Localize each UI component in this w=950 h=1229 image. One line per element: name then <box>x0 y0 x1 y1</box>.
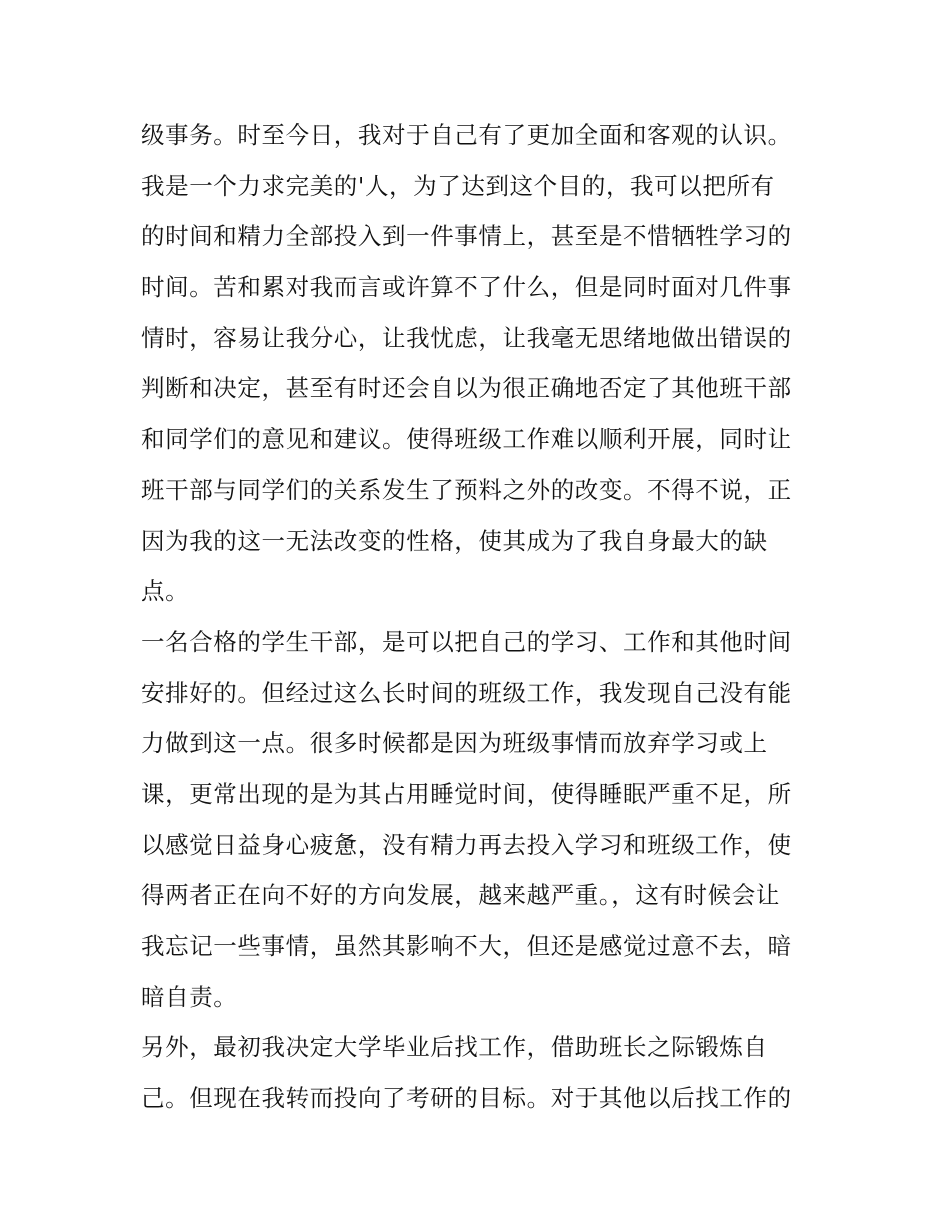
text-line: 课，更常出现的是为其占用睡觉时间，使得睡眠严重不足，所 <box>141 779 792 808</box>
text-line: 我是一个力求完美的'人，为了达到这个目的，我可以把所有 <box>141 171 775 200</box>
text-line: 的时间和精力全部投入到一件事情上，甚至是不惜牺牲学习的 <box>141 222 792 251</box>
text-line: 点。 <box>141 577 190 606</box>
text-line: 情时，容易让我分心，让我忧虑，让我毫无思绪地做出错误的 <box>141 323 792 352</box>
text-line: 一名合格的学生干部，是可以把自己的学习、工作和其他时间 <box>141 627 792 656</box>
text-line: 得两者正在向不好的方向发展，越来越严重。，这有时候会让 <box>141 881 780 910</box>
text-line: 己。但现在我转而投向了考研的目标。对于其他以后找工作的 <box>141 1084 792 1113</box>
text-line: 因为我的这一无法改变的性格，使其成为了我自身最大的缺 <box>141 526 768 555</box>
text-line: 以感觉日益身心疲惫，没有精力再去投入学习和班级工作，使 <box>141 830 792 859</box>
text-line: 和同学们的意见和建议。使得班级工作难以顺利开展，同时让 <box>141 425 792 454</box>
text-line: 时间。苦和累对我而言或许算不了什么，但是同时面对几件事 <box>141 273 792 302</box>
document-body <box>141 110 821 1124</box>
text-line: 判断和决定，甚至有时还会自以为很正确地否定了其他班干部 <box>141 374 792 403</box>
text-line: 级事务。时至今日，我对于自己有了更加全面和客观的认识。 <box>141 121 792 149</box>
text-line: 安排好的。但经过这么长时间的班级工作，我发现自己没有能 <box>141 678 792 707</box>
text-line: 另外，最初我决定大学毕业后找工作，借助班长之际锻炼自 <box>141 1033 768 1062</box>
text-line: 暗自责。 <box>141 982 238 1011</box>
text-line: 班干部与同学们的关系发生了预料之外的改变。不得不说，正 <box>141 475 792 504</box>
text-line: 我忘记一些事情，虽然其影响不大，但还是感觉过意不去，暗 <box>141 932 792 960</box>
text-line: 力做到这一点。很多时候都是因为班级事情而放弃学习或上 <box>141 729 768 758</box>
